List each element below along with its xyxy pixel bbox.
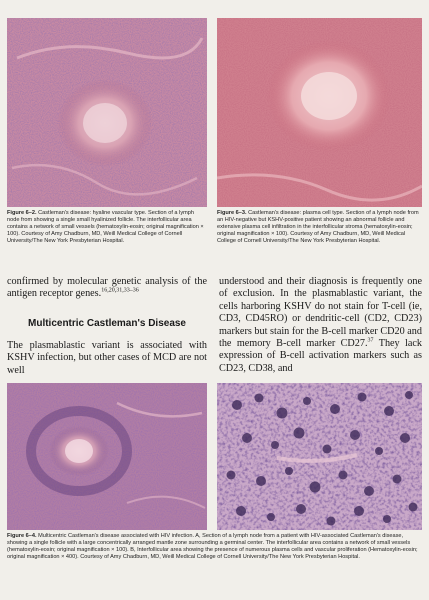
- right-column-paragraph: understood and their diagnosis is frequently one of exclusion. In the plasmablastic variant, the cells harboring KSHV do not stain for T-cell (ie, CD3, CD45RO) or dendritic-cell (CD2, CD23) markers but stain for the B-cell marker CD20 and the memory B-cell marker CD27.37 They lack expression of B-cell activation markers such as CD23, CD38, and: [219, 276, 422, 374]
- figure-label: Figure 6–4.: [7, 533, 37, 539]
- figure-6-2-caption: [7, 210, 207, 245]
- figure-label: Figure 6–3.: [217, 210, 247, 216]
- left-column-paragraph-1: confirmed by molecular genetic analysis of the antigen receptor genes.$^{16,20,31,33-36}$: [7, 276, 207, 300]
- section-heading: Multicentric Castleman's Disease: [28, 318, 186, 329]
- figure-6-3-micrograph: [217, 18, 422, 207]
- caption-text: Castleman's disease: hyaline vascular type. Section of a lymph node from showing a single small hyalinized follicle. The interfollicular area contains a network of small vessels (hematoxylin-eosin; original magnification × 100). Courtesy of Amy Chadburn, MD, Weill Medical College of Cornell University/The New York Presbyterian Hospital.: [7, 210, 204, 244]
- figure-6-4-caption: [7, 533, 422, 561]
- figure-6-4a-micrograph: [7, 383, 207, 530]
- caption-text: Multicentric Castleman's disease associated with HIV infection. A, Section of a lymph node from a patient with HIV-associated Castleman's disease, showing a single follicle with a large concentrically arranged mantle zone surrounding a germinal center. The interfollicular area contains a network of small vessels (hematoxylin-eosin; original magnification × 100). B, Interfollicular area showing the presence of numerous plasma cells and vascular proliferation (Hematoxylin-eosin; original magnification × 400). Courtesy of Amy Chadburn, MD, Weill Medical College of Cornell University/The New York Presbyterian Hospital.: [7, 533, 418, 560]
- figure-6-2-micrograph: [7, 18, 207, 207]
- left-column-paragraph-2: The plasmablastic variant is associated with KSHV infection, but other cases of MCD are not well: [7, 340, 207, 376]
- figure-6-3-caption: [217, 210, 422, 245]
- reference-superscript: 37: [367, 337, 374, 344]
- reference-superscript: 16,20,31,33–36: [101, 288, 139, 295]
- figure-label: Figure 6–2.: [7, 210, 37, 216]
- caption-text: Castleman's disease: plasma cell type. Section of a lymph node from an HIV-negative but KSHV-positive patient showing an abnormal follicle and extensive plasma cell infiltration in the interfollicular stroma (hematoxylin-eosin; original magnification × 100). Courtesy of Amy Chadburn, MD, Weill Medical College of Cornell University/The New York Presbyterian Hospital.: [217, 210, 419, 244]
- figure-6-4b-micrograph: [217, 383, 422, 530]
